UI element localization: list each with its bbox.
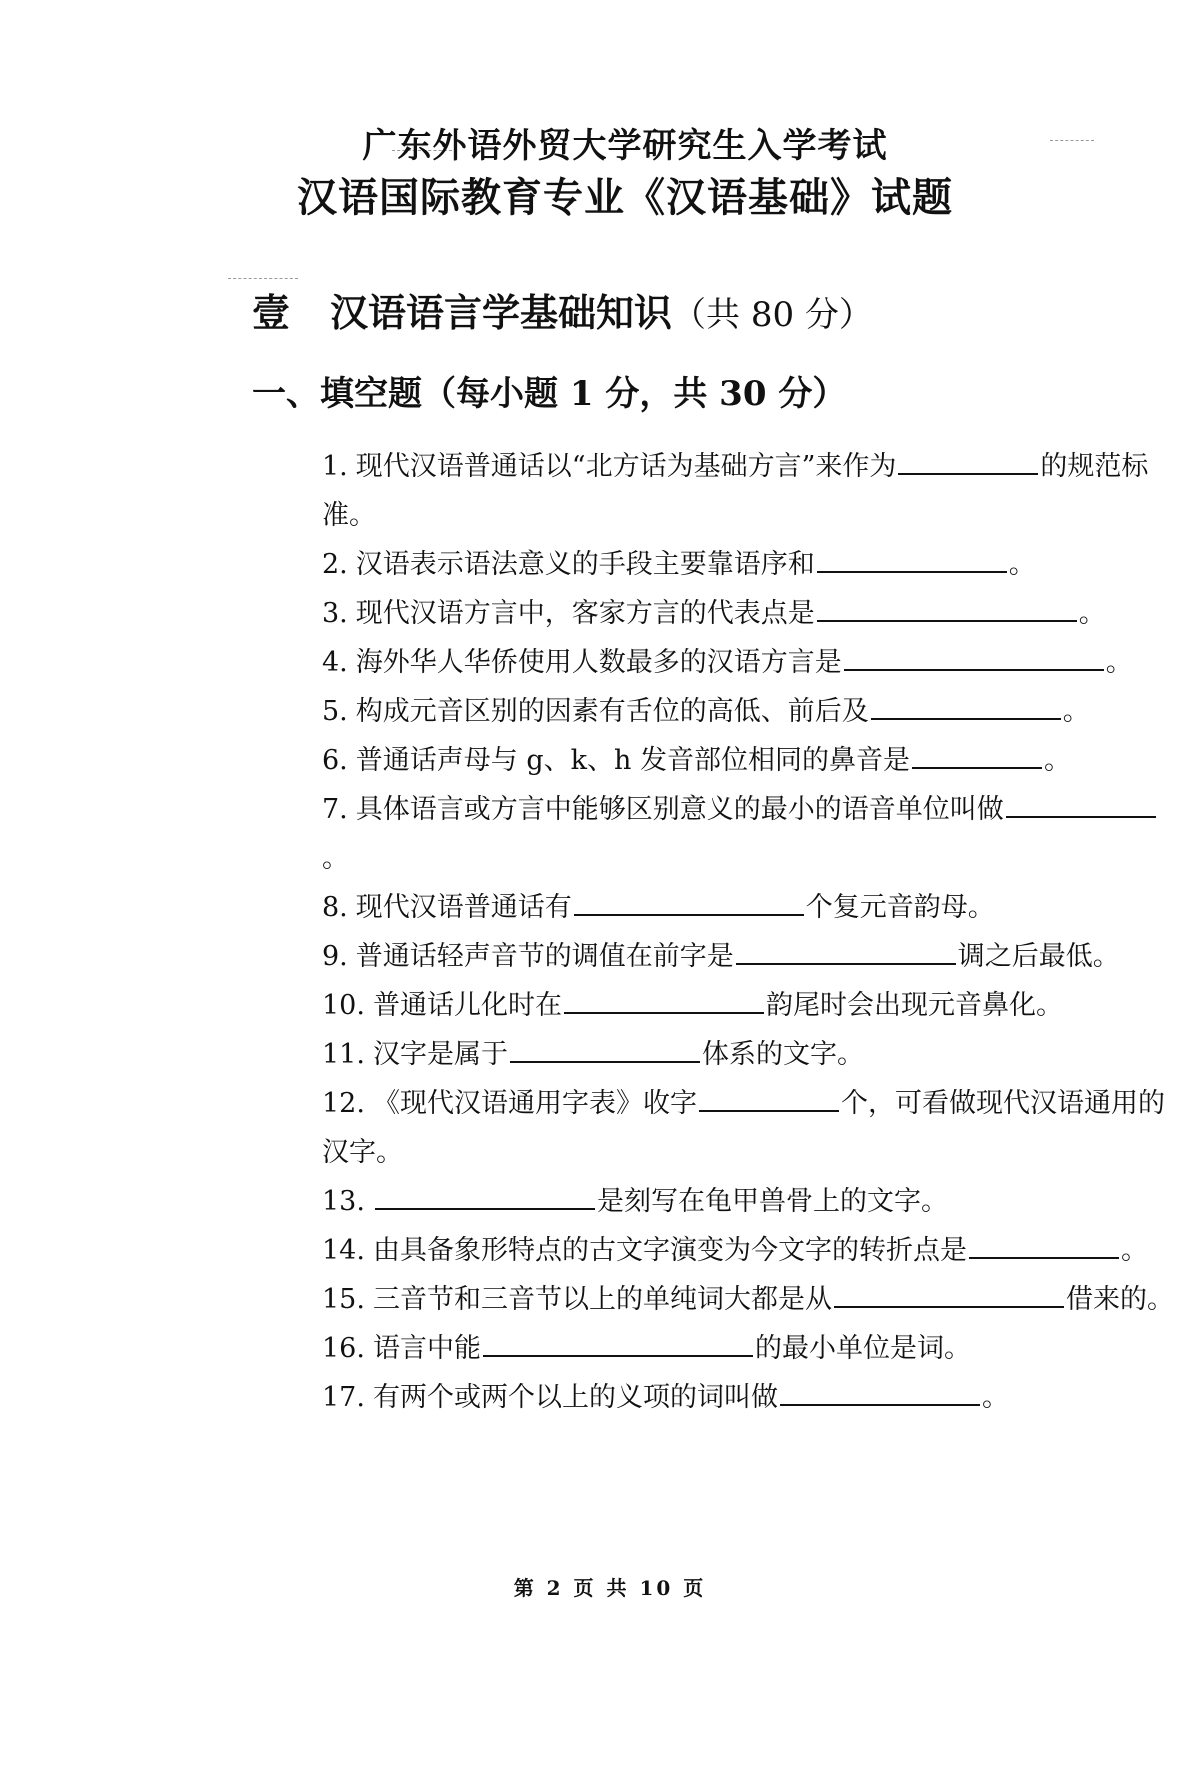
question-number: 6. bbox=[322, 745, 348, 776]
question-text-after: 。 bbox=[1105, 647, 1133, 678]
question-number: 8. bbox=[322, 892, 348, 923]
question-text: 现代汉语普通话有 bbox=[355, 892, 572, 923]
question-text-after: 。 bbox=[1062, 696, 1090, 727]
question-number: 17. bbox=[322, 1382, 365, 1413]
question-number: 16. bbox=[322, 1333, 365, 1364]
page-number: 第 2 页 共 10 页 bbox=[513, 1576, 707, 1600]
question-text-after: 的最小单位是词。 bbox=[754, 1333, 971, 1364]
question-item bbox=[322, 442, 1180, 540]
question-text: 由具备象形特点的古文字演变为今文字的转折点是 bbox=[372, 1235, 967, 1266]
question-item bbox=[322, 1079, 1180, 1177]
subsection-title: 一、填空题 bbox=[252, 374, 422, 414]
question-text-after: 。 bbox=[1120, 1235, 1148, 1266]
question-text-after: 。 bbox=[322, 843, 349, 874]
question-text: 普通话声母与 g、k、h 发音部位相同的鼻音是 bbox=[355, 745, 910, 776]
question-text-after: 个复元音韵母。 bbox=[805, 892, 995, 923]
question-item bbox=[322, 687, 1180, 736]
question-text-after: 。 bbox=[1043, 745, 1071, 776]
question-item bbox=[322, 785, 1180, 883]
question-text-after: 。 bbox=[981, 1382, 1009, 1413]
answer-blank[interactable] bbox=[912, 745, 1042, 769]
section-mark: 壹 bbox=[252, 290, 291, 335]
question-number: 10. bbox=[322, 990, 365, 1021]
question-text: 现代汉语普通话以“北方话为基础方言”来作为 bbox=[355, 451, 897, 482]
question-text-after: 体系的文字。 bbox=[701, 1039, 864, 1070]
question-text: 普通话轻声音节的调值在前字是 bbox=[355, 941, 734, 972]
question-text-after: 调之后最低。 bbox=[957, 941, 1120, 972]
answer-blank[interactable] bbox=[871, 696, 1061, 720]
question-number: 2. bbox=[322, 549, 348, 580]
question-item bbox=[322, 540, 1180, 589]
subsection-heading bbox=[252, 366, 846, 415]
question-item bbox=[322, 883, 1180, 932]
answer-blank[interactable] bbox=[780, 1382, 980, 1406]
question-text: 普通话儿化时在 bbox=[372, 990, 562, 1021]
question-text: 有两个或两个以上的义项的词叫做 bbox=[372, 1382, 778, 1413]
answer-blank[interactable] bbox=[375, 1186, 595, 1210]
question-number: 15. bbox=[322, 1284, 365, 1315]
question-text-after: 韵尾时会出现元音鼻化。 bbox=[765, 990, 1063, 1021]
answer-blank[interactable] bbox=[969, 1235, 1119, 1259]
subsection-score: （每小题 1 分，共 30 分） bbox=[422, 374, 847, 414]
section-title: 汉语语言学基础知识 bbox=[330, 290, 673, 335]
question-item bbox=[322, 981, 1180, 1030]
answer-blank[interactable] bbox=[898, 451, 1038, 475]
question-item bbox=[322, 638, 1180, 687]
question-item bbox=[322, 1275, 1180, 1324]
question-number: 11. bbox=[322, 1039, 365, 1070]
answer-blank[interactable] bbox=[699, 1088, 839, 1112]
exam-header-institution: 广东外语外贸大学研究生入学考试 bbox=[362, 126, 888, 166]
question-text: 汉字是属于 bbox=[372, 1039, 508, 1070]
question-number: 1. bbox=[322, 451, 348, 482]
question-item bbox=[322, 1226, 1180, 1275]
question-item bbox=[322, 932, 1180, 981]
question-number: 7. bbox=[322, 794, 348, 825]
question-text: 具体语言或方言中能够区别意义的最小的语音单位叫做 bbox=[355, 794, 1004, 825]
question-number: 4. bbox=[322, 647, 348, 678]
question-text: 语言中能 bbox=[372, 1333, 481, 1364]
question-item bbox=[322, 589, 1180, 638]
answer-blank[interactable] bbox=[574, 892, 804, 916]
question-number: 13. bbox=[322, 1186, 365, 1217]
scan-noise bbox=[228, 278, 298, 279]
question-text: 三音节和三音节以上的单纯词大都是从 bbox=[372, 1284, 832, 1315]
question-item bbox=[322, 1030, 1180, 1079]
question-text-after: 借来的。 bbox=[1065, 1284, 1174, 1315]
question-text: 汉语表示语法意义的手段主要靠语序和 bbox=[355, 549, 815, 580]
question-text: 构成元音区别的因素有舌位的高低、前后及 bbox=[355, 696, 869, 727]
question-list bbox=[322, 442, 1180, 1422]
question-item bbox=[322, 736, 1180, 785]
question-number: 9. bbox=[322, 941, 348, 972]
answer-blank[interactable] bbox=[834, 1284, 1064, 1308]
question-item bbox=[322, 1177, 1180, 1226]
answer-blank[interactable] bbox=[817, 598, 1077, 622]
answer-blank[interactable] bbox=[817, 549, 1007, 573]
answer-blank[interactable] bbox=[564, 990, 764, 1014]
answer-blank[interactable] bbox=[510, 1039, 700, 1063]
question-text: 《现代汉语通用字表》收字 bbox=[372, 1088, 697, 1119]
section-heading bbox=[252, 282, 873, 337]
question-text: 现代汉语方言中，客家方言的代表点是 bbox=[355, 598, 815, 629]
question-text-after: 的规范标准。 bbox=[322, 451, 1149, 531]
question-text: 海外华人华侨使用人数最多的汉语方言是 bbox=[355, 647, 842, 678]
answer-blank[interactable] bbox=[483, 1333, 753, 1357]
question-item bbox=[322, 1324, 1180, 1373]
exam-header-title: 汉语国际教育专业《汉语基础》试题 bbox=[297, 174, 953, 221]
section-score: （共 80 分） bbox=[672, 295, 873, 335]
question-text-after: 。 bbox=[1008, 549, 1036, 580]
question-item bbox=[322, 1373, 1180, 1422]
answer-blank[interactable] bbox=[844, 647, 1104, 671]
question-number: 12. bbox=[322, 1088, 365, 1119]
question-number: 14. bbox=[322, 1235, 365, 1266]
answer-blank[interactable] bbox=[736, 941, 956, 965]
question-text-after: 是刻写在龟甲兽骨上的文字。 bbox=[596, 1186, 948, 1217]
question-text-after: 个，可看做现代汉语通用的汉字。 bbox=[322, 1088, 1165, 1168]
answer-blank[interactable] bbox=[1006, 794, 1156, 818]
question-text-after: 。 bbox=[1078, 598, 1106, 629]
question-number: 5. bbox=[322, 696, 348, 727]
question-number: 3. bbox=[322, 598, 348, 629]
